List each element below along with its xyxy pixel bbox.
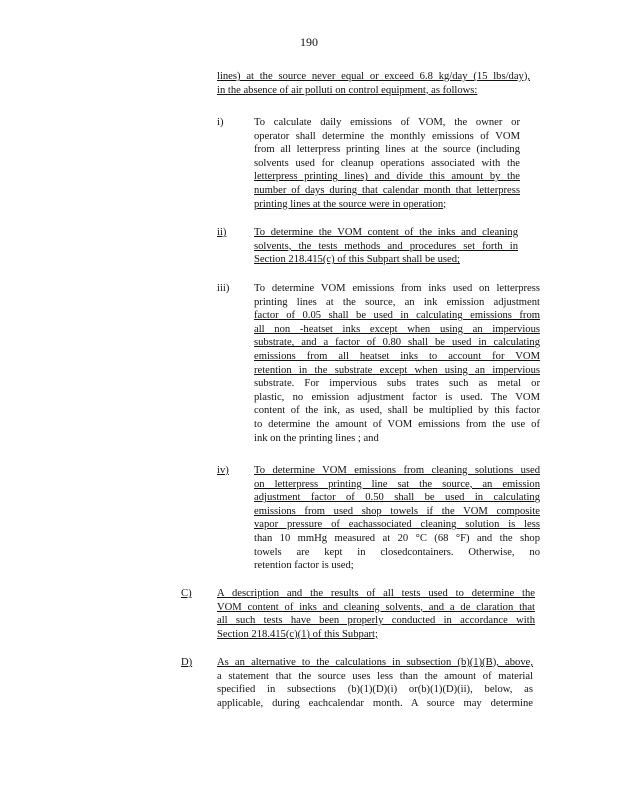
item-label-c: C): [181, 588, 192, 599]
text-line: solvents used for cleanup operations associated with the: [254, 157, 520, 169]
text-line: from all letterpress printing lines at the source (including: [254, 144, 520, 156]
text-line: printing lines at the source were in operation;: [254, 198, 447, 210]
item-label-ii: ii): [217, 227, 227, 238]
item-label-i: i): [217, 117, 224, 128]
text-line: emissions from used shop towels if the VOM composite: [254, 505, 540, 517]
text-line: Section 218.415(c) of this Subpart shall be used;: [254, 254, 460, 266]
item-d-paragraph: [217, 656, 533, 710]
text-line: a statement that the source uses less than the amount of material: [217, 670, 533, 682]
item-label-d: D): [181, 657, 193, 668]
text-line: operator shall determine the monthly emissions of VOM: [254, 130, 520, 142]
text-line: printing lines at the source, an ink emission adjustment: [254, 296, 540, 308]
text-line: specified in subsections (b)(1)(D)(i) or(b)(1)(D)(ii), below, as: [217, 684, 533, 696]
item-label-iv: iv): [217, 465, 229, 476]
text-line: retention in the substrate except when using an impervious: [254, 364, 540, 376]
text-line: adjustment factor of 0.50 shall be used in calculating: [254, 492, 540, 504]
text-line: substrate. For impervious subs trates such as metal or: [254, 378, 540, 390]
text-line: substrate, and a factor of 0.80 shall be used in calculating: [254, 337, 540, 349]
text-line: applicable, during eachcalendar month. A source may determine: [217, 697, 533, 709]
text-line: emissions from all heatset inks to account for VOM: [254, 350, 540, 362]
text-line: letterpress printing lines) and divide this amount by the: [254, 171, 520, 183]
text-line: lines) at the source never equal or exceed 6.8 kg/day (15 lbs/day),: [217, 71, 530, 82]
text-line: ink on the printing lines ; and: [254, 432, 379, 444]
text-line: on letterpress printing line sat the source, an emission: [254, 478, 540, 490]
text-line: As an alternative to the calculations in subsection (b)(1)(B), above,: [217, 657, 533, 668]
text-line: vapor pressure of eachassociated cleaning solution is less: [254, 519, 540, 531]
item-i-paragraph: [254, 116, 520, 211]
item-label-iii: iii): [217, 283, 230, 294]
text-line: solvents, the tests methods and procedures set forth in: [254, 240, 518, 252]
text-line: Section 218.415(c)(1) of this Subpart;: [217, 628, 378, 640]
text-line: all non -heatset inks except when using an impervious: [254, 323, 540, 335]
item-iii-paragraph: [254, 282, 540, 445]
item-ii-paragraph: [254, 226, 518, 267]
text-line: retention factor is used;: [254, 560, 354, 572]
item-c-paragraph: [217, 587, 535, 641]
text-line: VOM content of inks and cleaning solvents, and a de claration that: [217, 601, 535, 613]
text-line: To determine VOM emissions from cleaning solutions used: [254, 465, 540, 476]
intro-paragraph: [217, 70, 530, 97]
text-line: To determine the VOM content of the inks and cleaning: [254, 227, 518, 238]
text-line: to determine the amount of VOM emissions from the use of: [254, 418, 540, 430]
text-line: A description and the results of all tests used to determine the: [217, 588, 535, 599]
item-iv-paragraph: [254, 464, 540, 573]
text-line: plastic, no emission adjustment factor is used. The VOM: [254, 391, 540, 403]
text-line: To calculate daily emissions of VOM, the owner or: [254, 117, 520, 128]
text-line: than 10 mmHg measured at 20 °C (68 °F) and the shop: [254, 532, 540, 544]
text-line: towels are kept in closedcontainers. Otherwise, no: [254, 546, 540, 558]
text-line: number of days during that calendar month that letterpress: [254, 184, 520, 196]
text-line: all such tests have been properly conducted in accordance with: [217, 615, 535, 627]
text-line: in the absence of air polluti on control equipment, as follows:: [217, 84, 478, 96]
text-line: content of the ink, as used, shall be multiplied by this factor: [254, 405, 540, 417]
page-number: 190: [300, 35, 318, 49]
text-line: To determine VOM emissions from inks used on letterpress: [254, 283, 540, 294]
text-line: factor of 0.05 shall be used in calculating emissions from: [254, 310, 540, 322]
